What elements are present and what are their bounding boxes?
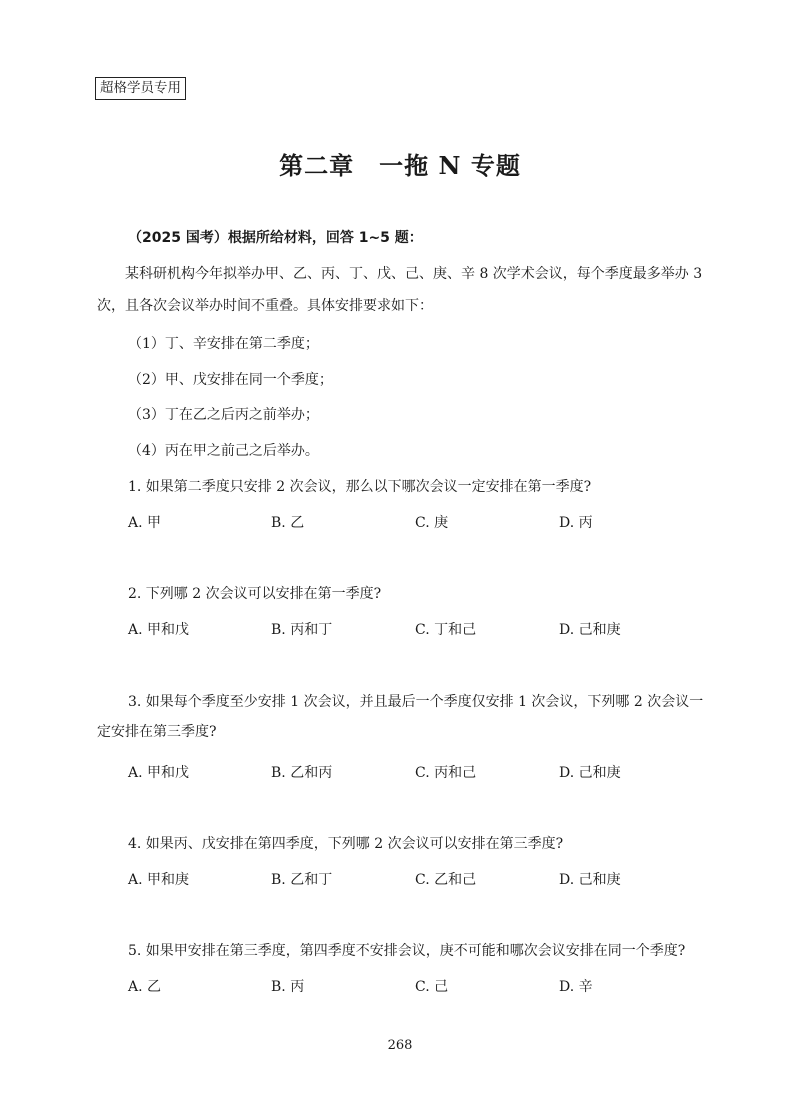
question-2-options <box>128 620 728 640</box>
option-c[interactable]: C. 己 <box>415 979 449 995</box>
chapter-title: 第二章 一拖 N 专题 <box>279 151 521 180</box>
question-3-text: 3. 如果每个季度至少安排 1 次会议，并且最后一个季度仅安排 1 次会议，下列哪 2 次会议一定安排在第三季度? <box>97 694 704 740</box>
material-paragraph: 某科研机构今年拟举办甲、乙、丙、丁、戊、己、庚、辛 8 次学术会议，每个季度最多举办 3 次，且各次会议举办时间不重叠。具体安排要求如下： <box>97 266 703 314</box>
option-a[interactable]: A. 甲和戊 <box>128 765 190 781</box>
question-1-options <box>128 513 728 533</box>
question-3-options <box>128 763 728 783</box>
option-c[interactable]: C. 乙和己 <box>415 872 477 888</box>
student-only-tag: 超格学员专用 <box>95 77 186 100</box>
option-d[interactable]: D. 己和庚 <box>559 622 621 638</box>
option-d[interactable]: D. 辛 <box>559 979 593 995</box>
option-a[interactable]: A. 甲 <box>128 515 162 531</box>
question-set-lead: （2025 国考）根据所给材料，回答 1~5 题： <box>128 230 423 246</box>
option-b[interactable]: B. 乙和丁 <box>271 872 333 888</box>
option-d[interactable]: D. 己和庚 <box>559 765 621 781</box>
option-a[interactable]: A. 乙 <box>128 979 162 995</box>
condition-4: （4）丙在甲之前己之后举办。 <box>128 443 319 459</box>
condition-1: （1）丁、辛安排在第二季度； <box>128 336 319 352</box>
condition-2: （2）甲、戊安排在同一个季度； <box>128 372 333 388</box>
question-2-text: 2. 下列哪 2 次会议可以安排在第一季度? <box>128 586 382 602</box>
condition-3: （3）丁在乙之后丙之前举办； <box>128 407 319 423</box>
option-d[interactable]: D. 己和庚 <box>559 872 621 888</box>
question-5-text: 5. 如果甲安排在第三季度，第四季度不安排会议，庚不可能和哪次会议安排在同一个季度? <box>128 943 686 959</box>
option-b[interactable]: B. 丙 <box>271 979 305 995</box>
option-d[interactable]: D. 丙 <box>559 515 593 531</box>
option-b[interactable]: B. 乙 <box>271 515 305 531</box>
option-c[interactable]: C. 庚 <box>415 515 449 531</box>
question-4-options <box>128 870 728 890</box>
question-4-text: 4. 如果丙、戊安排在第四季度，下列哪 2 次会议可以安排在第三季度? <box>128 836 564 852</box>
question-5-options <box>128 977 728 997</box>
option-c[interactable]: C. 丙和己 <box>415 765 477 781</box>
question-1-text: 1. 如果第二季度只安排 2 次会议，那么以下哪次会议一定安排在第一季度? <box>128 479 592 495</box>
option-b[interactable]: B. 乙和丙 <box>271 765 333 781</box>
option-c[interactable]: C. 丁和己 <box>415 622 477 638</box>
option-a[interactable]: A. 甲和戊 <box>128 622 190 638</box>
option-a[interactable]: A. 甲和庚 <box>128 872 190 888</box>
option-b[interactable]: B. 丙和丁 <box>271 622 333 638</box>
page-number: 268 <box>387 1038 413 1053</box>
